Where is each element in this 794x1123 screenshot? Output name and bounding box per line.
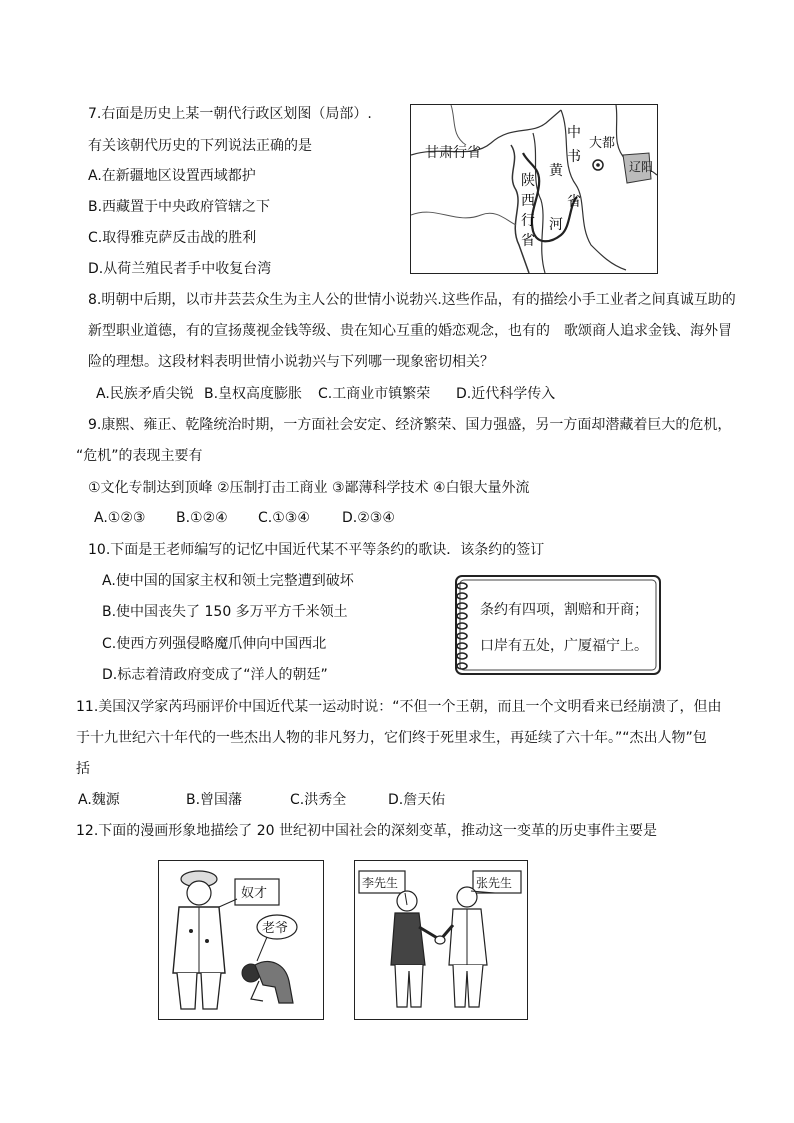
cartoon-bubble-nucai: 奴才: [241, 886, 268, 901]
svg-text:省: 省: [567, 194, 581, 210]
q9-option-a: A.①②③: [94, 510, 146, 526]
q10-option-a: A.使中国的国家主权和领土完整遭到破坏: [102, 573, 354, 589]
svg-text:书: 书: [567, 149, 581, 165]
q11-line-2: 于十九世纪六十年代的一些杰出人物的非凡努力，它们终于死里求生，再延续了六十年。”“杰出人物”包: [76, 730, 707, 746]
q7-stem: 7.右面是历史上某一朝代行政区划图（局部）.: [88, 106, 372, 122]
q7-map-figure: [410, 104, 658, 274]
q7-option-a: A.在新疆地区设置西域都护: [88, 168, 256, 184]
cartoon-bubble-laoye: 老爷: [262, 921, 289, 936]
q7-option-d: D.从荷兰殖民者手中收复台湾: [88, 261, 272, 277]
q7-stem-2: 有关该朝代历史的下列说法正确的是: [88, 138, 312, 154]
map-label-liaoyang: 辽阳: [629, 160, 654, 174]
q10-option-c: C.使西方列强侵略魔爪伸向中国西北: [102, 636, 327, 652]
q8-line-1: 8.明朝中后期，以市井芸芸众生为主人公的世情小说勃兴.这些作品，有的描绘小手工业者之间真诚互助的: [88, 292, 736, 308]
q9-option-d: D.②③④: [342, 510, 395, 526]
svg-text:陕: 陕: [521, 173, 535, 189]
q11-option-c: C.洪秀全: [290, 792, 347, 808]
map-label-gansu: 甘肃行省: [425, 145, 481, 161]
q9-line-2: “危机”的表现主要有: [76, 448, 203, 464]
q8-option-a: A.民族矛盾尖锐: [96, 386, 194, 402]
cartoon-label-li: 李先生: [362, 876, 399, 890]
svg-text:黄: 黄: [549, 163, 563, 179]
svg-text:西: 西: [521, 193, 535, 209]
q12-cartoon-left-svg: [159, 861, 323, 1019]
q11-line-3: 括: [76, 761, 90, 777]
q9-options: [94, 508, 395, 528]
q10-notebook: [452, 572, 666, 680]
q11-option-b: B.曾国藩: [186, 792, 243, 808]
svg-text:省: 省: [521, 233, 535, 249]
q11-option-d: D.詹天佑: [388, 792, 446, 808]
notebook-line-2: 口岸有五处，广厦福宁上。: [480, 638, 648, 654]
map-label-zhongshu-vertical: [567, 124, 581, 210]
q7-option-c: C.取得雅克萨反击战的胜利: [88, 230, 257, 246]
q12-cartoon-right: [354, 860, 528, 1020]
svg-text:行: 行: [521, 213, 535, 229]
q10-option-d: D.标志着清政府变成了“洋人的朝廷”: [102, 667, 328, 683]
q11-option-a: A.魏源: [78, 792, 120, 808]
q11-line-1: 11.美国汉学家芮玛丽评价中国近代某一运动时说：“不但一个王朝，而且一个文明看来已经崩溃了，但由: [76, 699, 722, 715]
q9-line-1: 9.康熙、雍正、乾隆统治时期，一方面社会安定、经济繁荣、国力强盛，另一方面却潜藏着巨大的危机，: [88, 417, 732, 433]
q8-option-b: B.皇权高度膨胀: [204, 386, 303, 402]
q7-option-b: B.西藏置于中央政府管辖之下: [88, 199, 271, 215]
q12-cartoon-right-svg: [355, 861, 527, 1019]
q10-stem: 10.下面是王老师编写的记忆中国近代某不平等条约的歌诀．该条约的签订: [88, 542, 545, 558]
q11-options: [78, 790, 445, 810]
map-label-huanghe-vertical: [549, 163, 564, 233]
q8-line-3: 险的理想。这段材料表明世情小说勃兴与下列哪一现象密切相关？: [88, 354, 494, 370]
q8-option-c: C.工商业市镇繁荣: [318, 386, 431, 402]
q10-notebook-svg: [452, 572, 666, 680]
q8-line-2: 新型职业道德，有的宣扬蔑视金钱等级、贵在知心互重的婚恋观念，也有的 歌颂商人追求金钱、海外冒: [88, 323, 732, 339]
q9-option-b: B.①②④: [176, 510, 228, 526]
svg-text:河: 河: [549, 217, 563, 233]
q7-map-svg: [411, 105, 657, 273]
q12-stem: 12.下面的漫画形象地描绘了 20 世纪初中国社会的深刻变革，推动这一变革的历史事件主要是: [76, 823, 657, 839]
q10-option-b: B.使中国丧失了 150 多万平方千米领土: [102, 604, 348, 620]
q9-option-c: C.①③④: [258, 510, 310, 526]
q8-options: [96, 384, 555, 404]
q8-option-d: D.近代科学传入: [456, 386, 556, 402]
q9-items: ①文化专制达到顶峰 ②压制打击工商业 ③鄙薄科学技术 ④白银大量外流: [88, 480, 530, 496]
notebook-line-1: 条约有四项，割赔和开商；: [480, 602, 648, 618]
map-label-dadu: 大都: [589, 136, 616, 151]
cartoon-label-zhang: 张先生: [476, 876, 513, 890]
svg-text:中: 中: [567, 125, 581, 141]
q12-cartoon-left: [158, 860, 324, 1020]
